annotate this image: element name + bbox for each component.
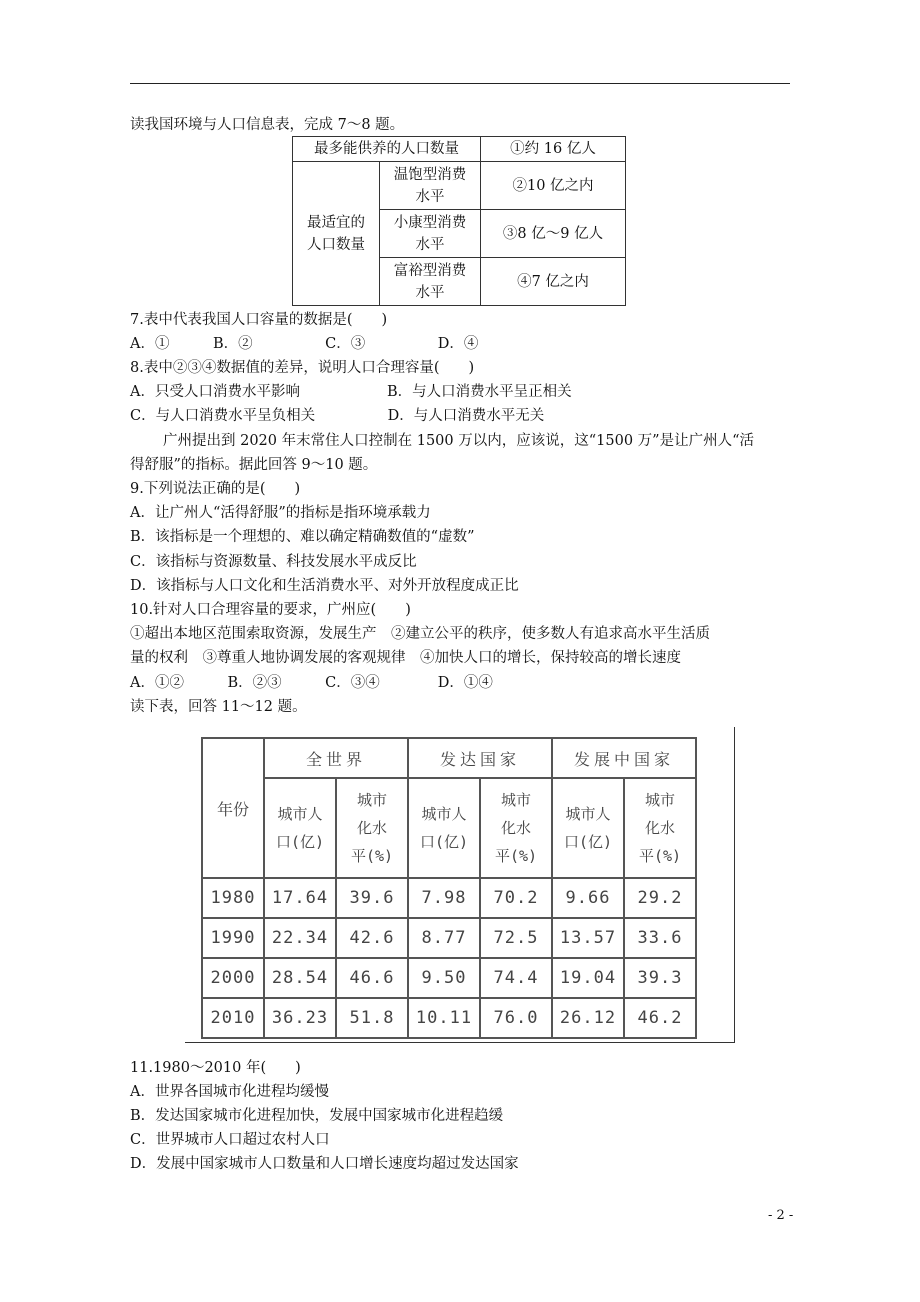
question-10: 10.针对人口合理容量的要求，广州应( ) [130,602,411,618]
intro-text-11-12: 读下表，回答 11～12 题。 [130,699,307,715]
group-header-world: 全世界 [264,738,408,778]
year-header: 年份 [202,738,264,878]
question-8-options-ab: A．只受人口消费水平影响 B．与人口消费水平呈正相关 [130,384,572,400]
max-population-label: 最多能供养的人口数量 [293,137,481,162]
population-value-cell: ③8 亿～9 亿人 [481,210,626,258]
intro-text-9-10-line1: 广州提出到 2020 年末常住人口控制在 1500 万以内，应该说，这“1500 万”是让广州人“活 [163,433,754,449]
table-frame-right [734,727,735,1043]
consumption-level-cell: 富裕型消费 水平 [380,258,481,306]
urbanization-table-image [185,727,735,1043]
question-11-option-a: A．世界各国城市化进程均缓慢 [130,1084,329,1100]
question-11-option-c: C．世界城市人口超过农村人口 [130,1132,330,1148]
population-value-cell: ④7 亿之内 [481,258,626,306]
group-header-developed: 发达国家 [408,738,552,778]
sub-header-urban-pop: 城市人 口(亿) [264,778,336,878]
consumption-level-cell: 小康型消费 水平 [380,210,481,258]
header-rule [130,83,790,84]
max-population-value: ①约 16 亿人 [481,137,626,162]
table-row: 2000 28.54 46.6 9.50 74.4 19.04 39.3 [202,958,696,998]
table-frame-bottom [185,1042,735,1043]
question-7: 7.表中代表我国人口容量的数据是( ) [130,312,388,328]
group-header-developing: 发展中国家 [552,738,696,778]
table-row: 2010 36.23 51.8 10.11 76.0 26.12 46.2 [202,998,696,1038]
question-11: 11.1980～2010 年( ) [130,1060,301,1076]
urbanization-table [201,737,697,1039]
sub-header-urban-pop: 城市人 口(亿) [408,778,480,878]
question-8: 8.表中②③④数据值的差异，说明人口合理容量( ) [130,360,475,376]
question-11-option-d: D．发展中国家城市人口数量和人口增长速度均超过发达国家 [130,1156,519,1172]
question-9: 9.下列说法正确的是( ) [130,481,301,497]
consumption-level-cell: 温饱型消费 水平 [380,162,481,210]
question-9-option-b: B．该指标是一个理想的、难以确定精确数值的“虚数” [130,529,475,545]
optimal-population-label: 最适宜的 人口数量 [293,162,380,306]
sub-header-urban-rate: 城市 化水 平(%) [336,778,408,878]
question-10-line1: ①超出本地区范围索取资源，发展生产 ②建立公平的秩序，使多数人有追求高水平生活质 [130,626,710,642]
question-9-option-a: A．让广州人“活得舒服”的指标是指环境承载力 [130,505,431,521]
question-7-options: A．① B．② C．③ D．④ [130,336,479,352]
intro-text-9-10-line2: 得舒服”的指标。据此回答 9～10 题。 [130,457,378,473]
sub-header-urban-rate: 城市 化水 平(%) [480,778,552,878]
question-8-options-cd: C．与人口消费水平呈负相关 D．与人口消费水平无关 [130,408,545,424]
environment-population-table [292,136,626,306]
question-9-option-c: C．该指标与资源数量、科技发展水平成反比 [130,554,417,570]
question-10-options: A．①② B．②③ C．③④ D．①④ [130,675,493,691]
question-9-option-d: D．该指标与人口文化和生活消费水平、对外开放程度成正比 [130,578,519,594]
table-row: 1990 22.34 42.6 8.77 72.5 13.57 33.6 [202,918,696,958]
question-10-line2: 量的权利 ③尊重人地协调发展的客观规律 ④加快人口的增长，保持较高的增长速度 [130,650,681,666]
table-row: 1980 17.64 39.6 7.98 70.2 9.66 29.2 [202,878,696,918]
intro-text-7-8: 读我国环境与人口信息表，完成 7～8 题。 [130,117,405,133]
population-value-cell: ②10 亿之内 [481,162,626,210]
question-11-option-b: B．发达国家城市化进程加快，发展中国家城市化进程趋缓 [130,1108,504,1124]
sub-header-urban-rate: 城市 化水 平(%) [624,778,696,878]
page-number: - 2 - [768,1208,794,1223]
sub-header-urban-pop: 城市人 口(亿) [552,778,624,878]
